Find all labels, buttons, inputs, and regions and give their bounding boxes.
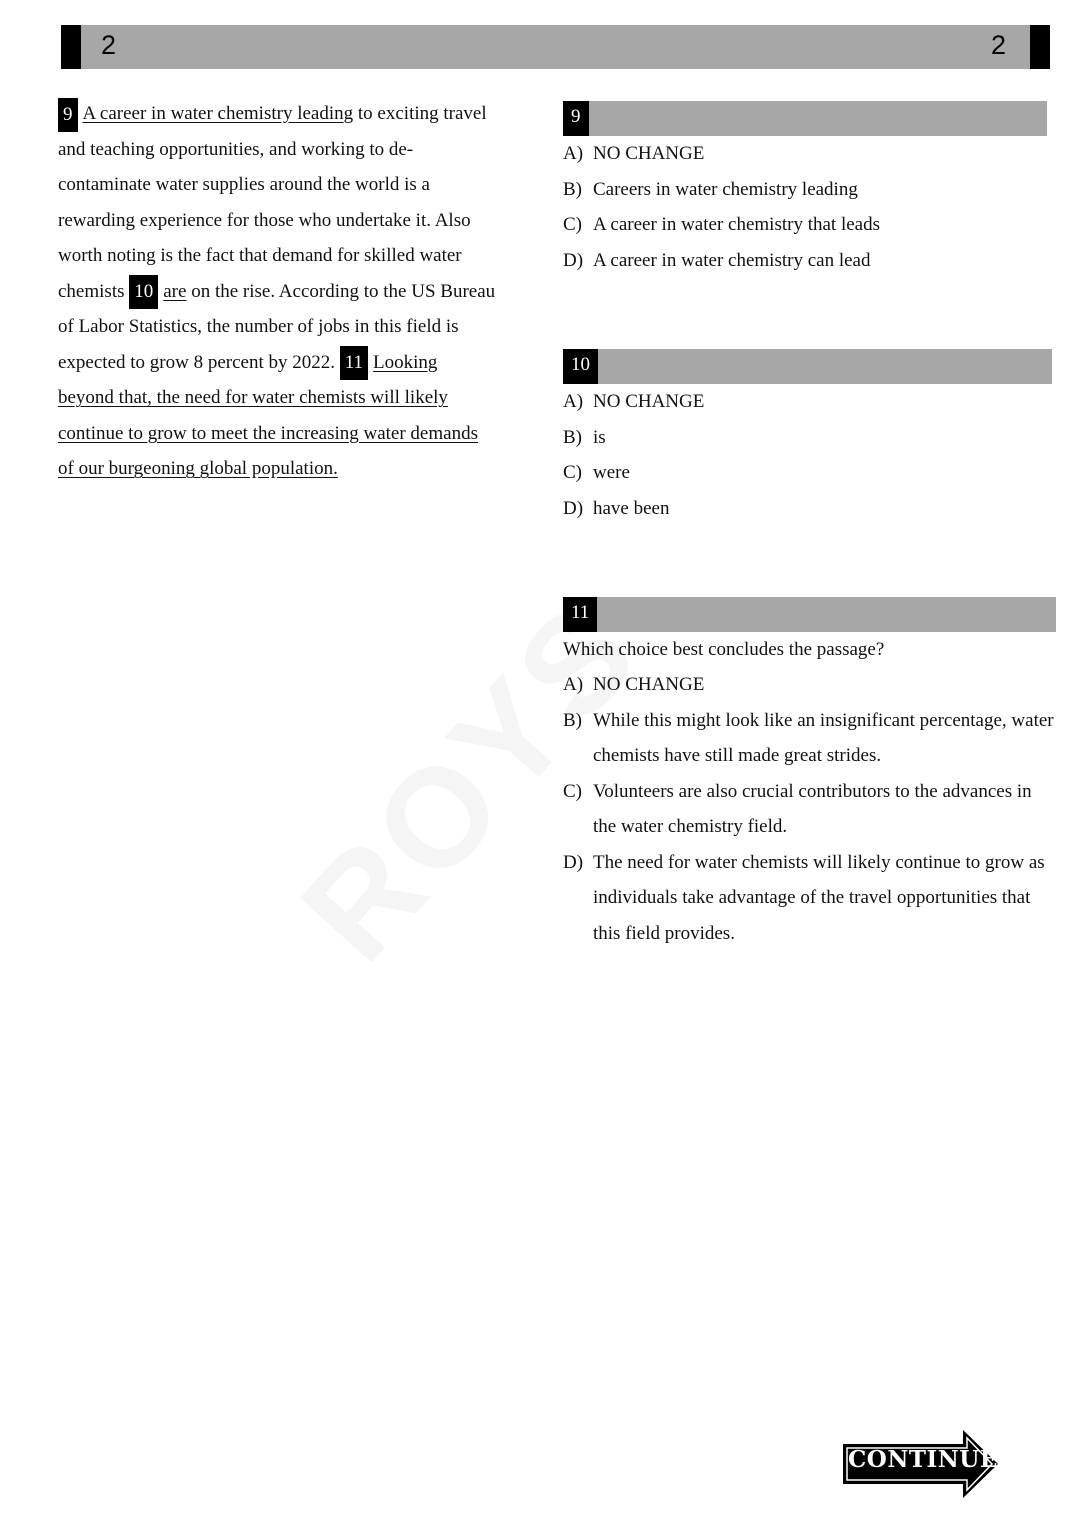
passage-marker-9[interactable]: 9: [58, 98, 78, 132]
question-number: 11: [563, 597, 597, 632]
answer-option-b[interactable]: [563, 703, 1056, 774]
option-text: The need for water chemists will likely continue to grow as individuals take advantage of the travel opportunities that this field provides.: [593, 851, 1045, 944]
option-letter: B): [563, 426, 582, 448]
option-text: A career in water chemistry can lead: [593, 249, 871, 271]
passage-text-1: to exciting travel and teaching opportunities, and working to de-contaminate water supplies around the world is a rewarding experience for those who undertake it. Also worth noting is the fact that demand for skilled water chemists: [58, 103, 487, 302]
answer-option-b[interactable]: [563, 172, 1047, 208]
question-11: [563, 597, 1056, 951]
passage-marker-10[interactable]: 10: [129, 275, 158, 309]
question-stem: Which choice best concludes the passage?: [563, 639, 885, 660]
question-number: 9: [563, 101, 589, 136]
option-text: Careers in water chemistry leading: [593, 178, 858, 200]
option-letter: D): [563, 851, 584, 873]
option-text: were: [593, 462, 630, 483]
section-number-right: 2: [990, 30, 1006, 60]
passage-underlined-11[interactable]: Looking beyond that, the need for water chemists will likely continue to grow to meet the increasing water demands of our burgeoning global population.: [58, 351, 478, 480]
question-number: 10: [563, 349, 598, 384]
answer-option-c[interactable]: [563, 455, 1052, 491]
answer-option-d[interactable]: [563, 243, 1047, 279]
answer-option-c[interactable]: [563, 207, 1047, 243]
option-text: A career in water chemistry that leads: [593, 214, 880, 235]
answer-option-a[interactable]: [563, 384, 1052, 420]
passage-underlined-10[interactable]: are: [163, 280, 187, 302]
question-header: [563, 101, 1047, 136]
continue-button[interactable]: [843, 1430, 998, 1498]
question-header: [563, 597, 1056, 632]
option-text: NO CHANGE: [593, 391, 705, 412]
passage: [58, 96, 498, 487]
continue-label: CONTINUE: [848, 1446, 998, 1473]
option-letter: C): [563, 462, 582, 483]
passage-marker-11[interactable]: 11: [340, 346, 368, 380]
answer-option-a[interactable]: [563, 667, 1056, 703]
answer-option-a[interactable]: [563, 136, 1047, 172]
option-text: NO CHANGE: [593, 143, 705, 164]
option-letter: A): [563, 143, 584, 164]
option-text: have been: [593, 497, 670, 519]
answer-option-b[interactable]: [563, 420, 1052, 456]
passage-text-2: on the rise. According to the US Bureau of Labor Statistics, the number of jobs in this field is expected to grow 8 percent by 2022.: [58, 280, 496, 373]
section-number-left: 2: [101, 30, 117, 60]
header-left-block: [61, 25, 81, 69]
option-text: Volunteers are also crucial contributors to the advances in the water chemistry field.: [593, 780, 1032, 837]
question-header: [563, 349, 1052, 384]
option-letter: B): [563, 709, 582, 731]
option-text: NO CHANGE: [593, 674, 705, 695]
option-letter: C): [563, 780, 582, 802]
option-letter: B): [563, 178, 582, 200]
option-letter: A): [563, 391, 584, 412]
option-text: is: [593, 426, 606, 448]
answer-option-c[interactable]: [563, 774, 1056, 845]
question-10: [563, 349, 1052, 526]
option-letter: D): [563, 249, 584, 271]
header-right-block: [1030, 25, 1050, 69]
option-text: While this might look like an insignificant percentage, water chemists have still made great strides.: [593, 709, 1054, 766]
answer-option-d[interactable]: [563, 491, 1052, 527]
question-9: [563, 101, 1047, 278]
page-header-bar: [61, 25, 1050, 69]
passage-underlined-9[interactable]: A career in water chemistry leading: [82, 103, 354, 124]
answer-option-d[interactable]: [563, 845, 1056, 952]
option-letter: D): [563, 497, 584, 519]
option-letter: C): [563, 214, 582, 235]
option-letter: A): [563, 674, 584, 695]
